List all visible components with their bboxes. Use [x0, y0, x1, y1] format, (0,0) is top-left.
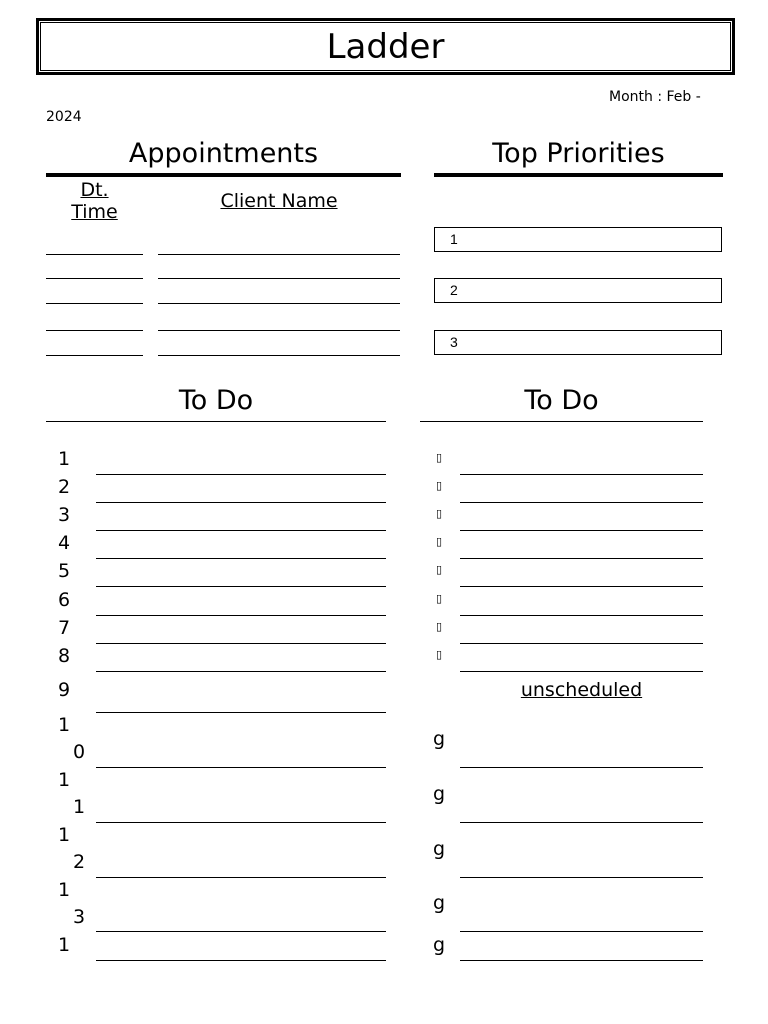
appointments-rule: [46, 173, 401, 177]
date-column-header: [46, 179, 143, 223]
todo-line[interactable]: [460, 615, 703, 616]
unscheduled-line[interactable]: [460, 877, 703, 878]
date-header-line1: Dt.: [80, 179, 109, 201]
priority-number: 3: [450, 334, 458, 350]
appointment-date-line[interactable]: [46, 330, 143, 331]
todo-line[interactable]: [96, 877, 386, 878]
priority-field-2[interactable]: [434, 278, 722, 303]
unscheduled-label: unscheduled: [520, 679, 643, 701]
todo-line[interactable]: [460, 530, 703, 531]
appointment-date-line[interactable]: [46, 303, 143, 304]
todo-number: 5: [58, 560, 71, 582]
unscheduled-line[interactable]: [460, 822, 703, 823]
appointment-client-line[interactable]: [158, 254, 400, 255]
unscheduled-line[interactable]: [460, 960, 703, 961]
todo-number-ones: 3: [73, 906, 86, 928]
todo-left-rule: [46, 421, 386, 422]
todo-line[interactable]: [460, 502, 703, 503]
priority-number: 2: [450, 282, 458, 298]
priority-field-1[interactable]: [434, 227, 722, 252]
todo-number-tens: 1: [58, 879, 71, 901]
todo-number-ones: 1: [73, 796, 86, 818]
checkbox-icon[interactable]: ▯: [436, 535, 443, 548]
todo-number-tens: 1: [58, 714, 71, 736]
unscheduled-mark: g: [433, 934, 446, 956]
todo-line[interactable]: [96, 712, 386, 713]
appointment-date-line[interactable]: [46, 278, 143, 279]
todo-number: 9: [58, 679, 71, 701]
year-label: 2024: [46, 109, 82, 125]
appointment-client-line[interactable]: [158, 303, 400, 304]
appointment-date-line[interactable]: [46, 254, 143, 255]
todo-number: 6: [58, 589, 71, 611]
todo-line[interactable]: [460, 558, 703, 559]
todo-line[interactable]: [96, 960, 386, 961]
todo-line[interactable]: [460, 474, 703, 475]
page-title: Ladder: [326, 26, 445, 67]
unscheduled-mark: g: [433, 783, 446, 805]
checkbox-icon[interactable]: ▯: [436, 479, 443, 492]
appointment-client-line[interactable]: [158, 278, 400, 279]
checkbox-icon[interactable]: ▯: [436, 563, 443, 576]
todo-left-heading: To Do: [178, 385, 254, 416]
priority-field-3[interactable]: [434, 330, 722, 355]
todo-line[interactable]: [96, 767, 386, 768]
todo-number: 1: [58, 448, 71, 470]
checkbox-icon[interactable]: ▯: [436, 592, 443, 605]
todo-right-rule: [420, 421, 703, 422]
unscheduled-mark: g: [433, 892, 446, 914]
todo-line[interactable]: [96, 615, 386, 616]
todo-right-heading: To Do: [524, 385, 599, 416]
checkbox-icon[interactable]: ▯: [436, 648, 443, 661]
todo-line[interactable]: [96, 474, 386, 475]
todo-number-ones: 0: [73, 741, 86, 763]
todo-number: 4: [58, 532, 71, 554]
todo-number-tens: 1: [58, 769, 71, 791]
todo-number-tens: 1: [58, 934, 71, 956]
appointment-client-line[interactable]: [158, 355, 400, 356]
checkbox-icon[interactable]: ▯: [436, 620, 443, 633]
todo-number: 2: [58, 476, 71, 498]
unscheduled-line[interactable]: [460, 767, 703, 768]
priorities-heading: Top Priorities: [492, 138, 665, 169]
todo-line[interactable]: [96, 586, 386, 587]
appointments-heading: Appointments: [128, 138, 319, 169]
todo-line[interactable]: [96, 671, 386, 672]
unscheduled-mark: g: [433, 838, 446, 860]
todo-number-ones: 2: [73, 851, 86, 873]
todo-line[interactable]: [460, 643, 703, 644]
title-box: [36, 18, 735, 75]
checkbox-icon[interactable]: ▯: [436, 451, 443, 464]
todo-line[interactable]: [96, 822, 386, 823]
todo-number: 8: [58, 645, 71, 667]
client-column-header: Client Name: [220, 190, 338, 212]
todo-number-tens: 1: [58, 824, 71, 846]
appointment-date-line[interactable]: [46, 355, 143, 356]
checkbox-icon[interactable]: ▯: [436, 507, 443, 520]
todo-line[interactable]: [96, 558, 386, 559]
unscheduled-mark: g: [433, 728, 446, 750]
todo-line[interactable]: [460, 671, 703, 672]
todo-line[interactable]: [460, 586, 703, 587]
todo-number: 3: [58, 504, 71, 526]
appointment-client-line[interactable]: [158, 330, 400, 331]
todo-line[interactable]: [96, 530, 386, 531]
priorities-rule: [434, 173, 723, 177]
todo-number: 7: [58, 617, 71, 639]
unscheduled-line[interactable]: [460, 931, 703, 932]
priority-number: 1: [450, 231, 458, 247]
todo-line[interactable]: [96, 931, 386, 932]
month-label: Month : Feb -: [609, 89, 701, 105]
todo-line[interactable]: [96, 502, 386, 503]
date-header-line2: Time: [71, 201, 118, 223]
todo-line[interactable]: [96, 643, 386, 644]
